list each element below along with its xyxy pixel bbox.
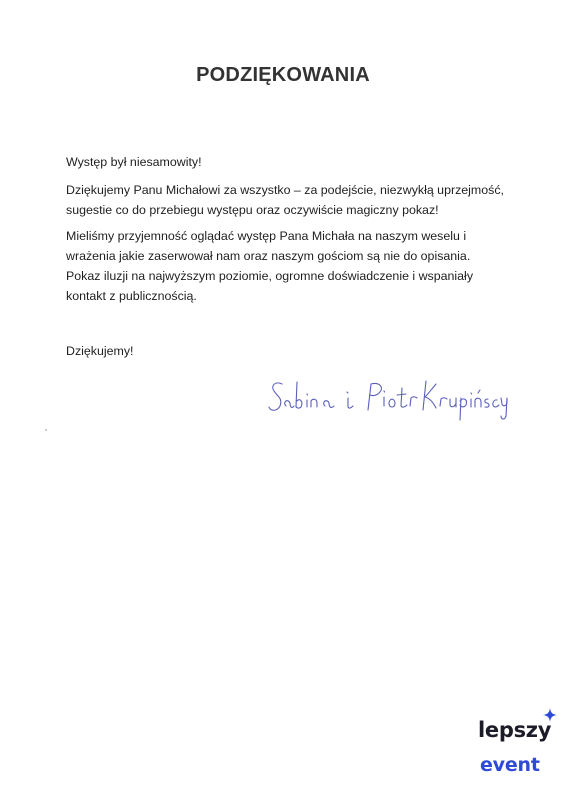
logo-text-event: event bbox=[480, 754, 540, 776]
handwritten-signature bbox=[268, 376, 518, 426]
paragraph-1: Występ był niesamowity! bbox=[66, 155, 202, 169]
logo-text-lepszy: lepszy bbox=[478, 718, 552, 742]
sparkle-icon bbox=[543, 708, 557, 722]
paragraph-2: Dziękujemy Panu Michałowi za wszystko – za podejście, niezwykłą uprzejmość, sugestie co do przebiegu występu oraz oczywiście magiczny pokaz! bbox=[66, 183, 504, 217]
closing-line: Dziękujemy! bbox=[66, 344, 134, 358]
paragraph-3: Mieliśmy przyjemność oglądać występ Pana Michała na naszym weselu i wrażenia jakie zaserwował nam oraz naszym gościom są nie do opisania. Pokaz iluzji na najwyższym poziomie, ogromne doświadczenie i wspaniały kontakt z publicznością. bbox=[66, 229, 474, 303]
signature-drawing bbox=[268, 376, 518, 426]
lepszy-event-logo bbox=[470, 708, 560, 780]
stray-mark bbox=[45, 429, 47, 431]
page-title: PODZIĘKOWANIA bbox=[196, 64, 370, 86]
